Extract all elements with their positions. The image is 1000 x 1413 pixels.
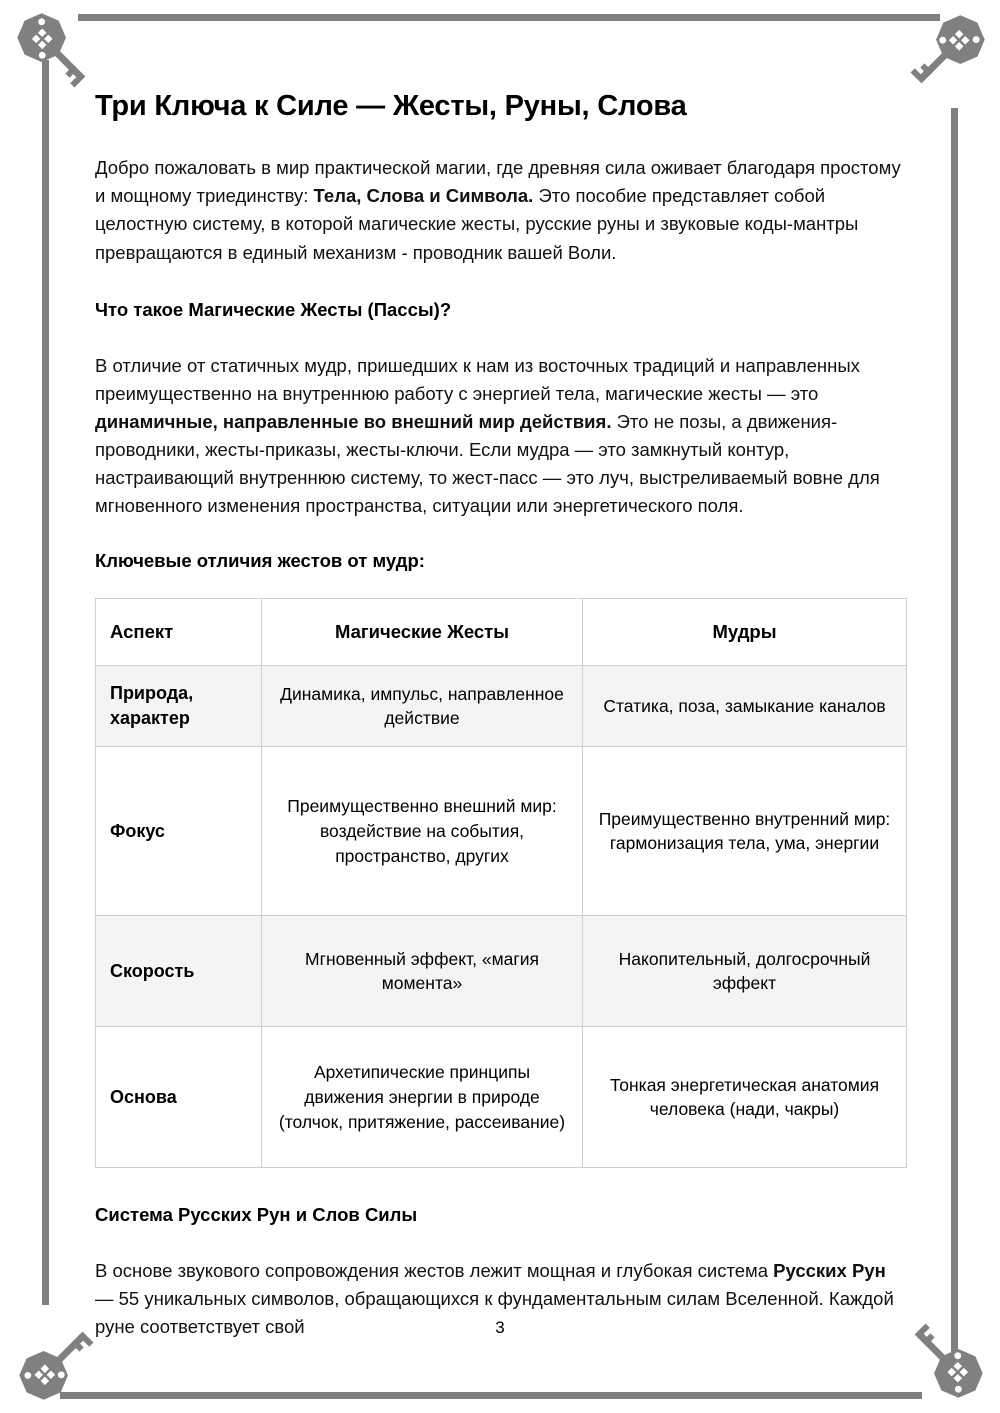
table-cell-gestures: Архетипические принципы движения энергии в природе (толчок, притяжение, рассеивание): [262, 1027, 583, 1168]
table-column-header-gestures: Магические Жесты: [262, 599, 583, 666]
table-cell-gestures: Мгновенный эффект, «магия момента»: [262, 916, 583, 1027]
gestures-text-part1: В отличие от статичных мудр, пришедших к нам из восточных традиций и направленных преимущественно на внутреннюю работу с энергией тела, магические жесты — это: [95, 354, 860, 404]
intro-text-part1: Добро пожаловать в мир практической магии, где древняя сила оживает благодаря простому и мощному триединству:: [95, 157, 901, 207]
table-cell-mudras: Статика, поза, замыкание каналов: [583, 666, 907, 747]
table-cell-aspect: Природа, характер: [96, 666, 262, 747]
table-cell-aspect: Основа: [96, 1027, 262, 1168]
table-caption: Ключевые отличия жестов от мудр:: [95, 550, 425, 572]
intro-text-part2: Это пособие представляет собой целостную систему, в которой магические жесты, русские руны и звуковые коды-мантры превращаются в единый механизм - проводник вашей Воли.: [95, 185, 859, 263]
gestures-bold-phrase: динамичные, направленные во внешний мир действия.: [95, 410, 612, 432]
table-row: [96, 747, 907, 916]
frame-line-bottom: [60, 1392, 922, 1399]
key-ornament-icon: [12, 8, 98, 94]
table-cell-aspect: Фокус: [96, 747, 262, 916]
table-row: [96, 1027, 907, 1168]
table-column-header-aspect: Аспект: [96, 599, 262, 666]
key-ornament-icon: [904, 10, 990, 96]
page-title: Три Ключа к Силе — Жесты, Руны, Слова: [95, 90, 687, 122]
table-header-row: [96, 599, 907, 666]
runes-bold-phrase: Русских Рун: [773, 1260, 886, 1282]
frame-line-right: [951, 108, 958, 1353]
section-heading-gestures: Что такое Магические Жесты (Пассы)?: [95, 298, 452, 320]
table-cell-aspect: Скорость: [96, 916, 262, 1027]
table-cell-gestures: Преимущественно внешний мир: воздействие на события, пространство, других: [262, 747, 583, 916]
document-content: [95, 88, 907, 1372]
intro-paragraph: [95, 154, 907, 266]
table-body: [96, 666, 907, 1168]
frame-line-left: [42, 60, 49, 1305]
frame-line-top: [78, 14, 940, 21]
runes-text-part2: — 55 уникальных символов, обращающихся к фундаментальным силам Вселенной. Каждой руне соответствует свой: [95, 1288, 894, 1338]
table-cell-mudras: Преимущественно внутренний мир: гармонизация тела, ума, энергии: [583, 747, 907, 916]
table-column-header-mudras: Мудры: [583, 599, 907, 666]
gestures-text-part2: Это не позы, а движения-проводники, жесты-приказы, жесты-ключи. Если мудра — это замкнутый контур, настраивающий внутреннюю систему, то жест-пасс — это луч, выстреливаемый вовне для мгновенного изменения пространства, ситуации или энергетического поля.: [95, 410, 880, 517]
table-header: [96, 599, 907, 666]
intro-bold-phrase: Тела, Слова и Символа.: [313, 185, 534, 207]
gestures-paragraph: [95, 352, 907, 521]
table-row: [96, 916, 907, 1027]
table-row: [96, 666, 907, 747]
page-number: 3: [495, 1318, 505, 1337]
table-cell-mudras: Тонкая энергетическая анатомия человека (нади, чакры): [583, 1027, 907, 1168]
section-heading-runes: Система Русских Рун и Слов Силы: [95, 1204, 418, 1226]
table-cell-gestures: Динамика, импульс, направленное действие: [262, 666, 583, 747]
table-cell-mudras: Накопительный, долгосрочный эффект: [583, 916, 907, 1027]
runes-text-part1: В основе звукового сопровождения жестов лежит мощная и глубокая система: [95, 1260, 774, 1282]
comparison-table: [95, 598, 907, 1168]
